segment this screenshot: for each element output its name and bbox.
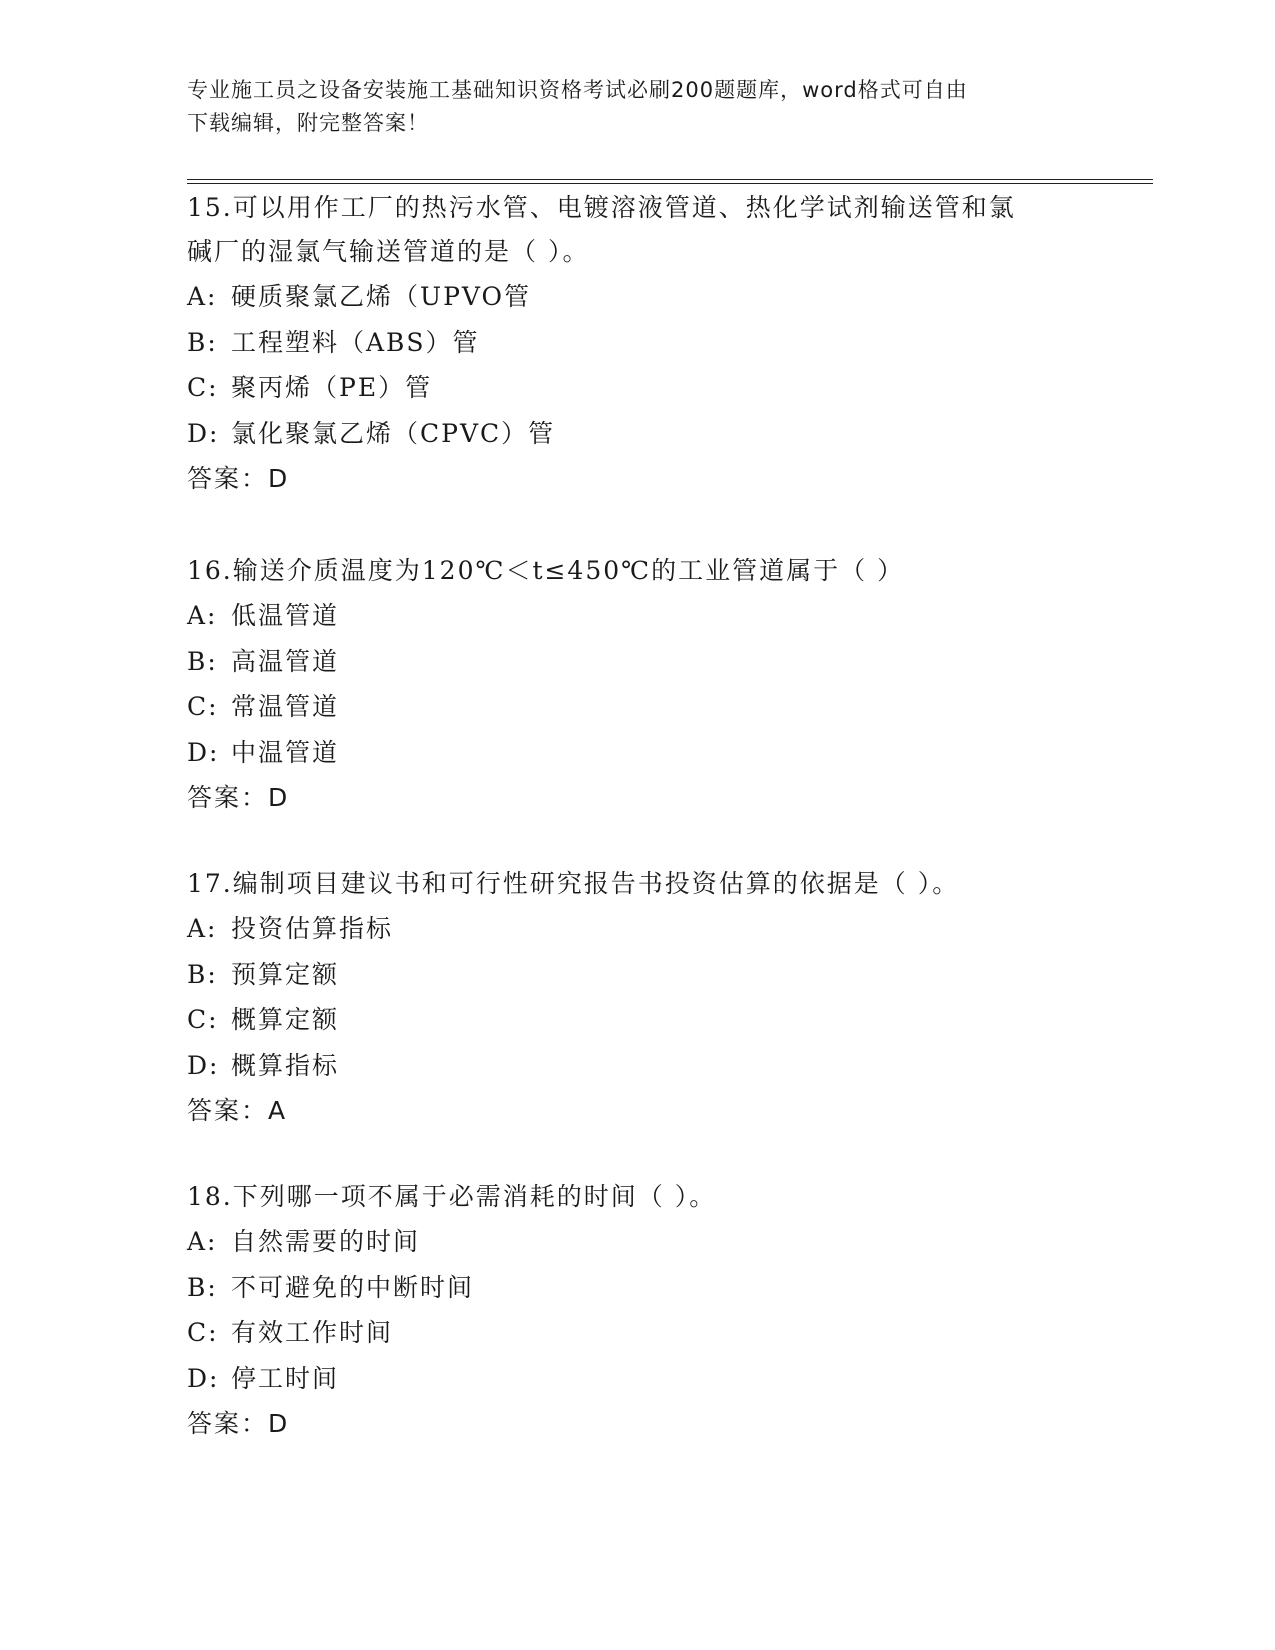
answer: 答案：D [187,1409,290,1438]
question-stem: 16.输送介质温度为120℃＜t≤450℃的工业管道属于（ ） [187,556,905,585]
question-stem: 17.编制项目建议书和可行性研究报告书投资估算的依据是（ ）。 [187,869,960,898]
option-c [187,1310,1087,1356]
option-c [187,684,1087,730]
option-d [187,1356,1087,1402]
option-text: 有效工作时间 [231,1318,394,1347]
option-text: 高温管道 [231,646,340,676]
option-key: C: [187,1005,219,1034]
document-header [187,74,1067,140]
option-text: 预算定额 [231,959,340,989]
option-key: A: [187,914,218,943]
option-d [187,411,1087,457]
question-16 [187,549,1087,821]
option-key: A: [187,601,218,630]
header-line-2: 下载编辑，附完整答案！ [187,111,429,135]
option-a [187,593,1087,639]
option-key: B: [187,1272,218,1302]
option-b [187,639,1087,685]
option-c [187,997,1087,1043]
question-stem: 15.可以用作工厂的热污水管、电镀溶液管道、热化学试剂输送管和氯 [187,193,1016,222]
option-b [187,952,1087,998]
question-stem: 18.下列哪一项不属于必需消耗的时间（ ）。 [187,1182,717,1211]
option-key: A: [187,282,218,311]
option-b [187,1265,1087,1311]
question-18 [187,1175,1087,1447]
header-divider [187,179,1153,184]
option-text: 自然需要的时间 [231,1227,421,1256]
option-key: D: [187,737,220,767]
option-key: C: [187,1318,219,1347]
option-text: 概算定额 [231,1005,340,1034]
option-d [187,1043,1087,1089]
option-a [187,906,1087,952]
option-text: 投资估算指标 [231,914,394,943]
header-line-1: 专业施工员之设备安装施工基础知识资格考试必刷200题题库，word格式可自由 [187,78,968,102]
option-key: B: [187,327,218,357]
option-c [187,365,1087,411]
option-key: D: [187,418,220,448]
option-text: 硬质聚氯乙烯（UPVO管 [231,282,532,311]
answer: 答案：D [187,464,290,493]
option-text: 概算指标 [231,1050,340,1080]
option-key: C: [187,692,219,721]
option-text: 常温管道 [231,692,340,721]
option-key: A: [187,1227,218,1256]
option-a [187,1219,1087,1265]
answer: 答案：D [187,783,290,812]
question-stem-continued: 碱厂的湿氯气输送管道的是（ ）。 [187,237,590,266]
option-text: 工程塑料（ABS）管 [231,327,480,357]
option-text: 停工时间 [231,1363,340,1393]
option-b [187,320,1087,366]
option-d [187,730,1087,776]
option-key: B: [187,646,218,676]
option-key: C: [187,373,219,402]
option-text: 聚丙烯（PE）管 [231,373,433,402]
option-text: 中温管道 [231,737,340,767]
option-text: 氯化聚氯乙烯（CPVC）管 [231,418,556,448]
option-key: B: [187,959,218,989]
option-a [187,274,1087,320]
option-key: D: [187,1050,220,1080]
question-15 [187,186,1087,502]
option-text: 不可避免的中断时间 [231,1272,475,1302]
question-17 [187,862,1087,1134]
answer: 答案：A [187,1096,288,1125]
option-key: D: [187,1363,220,1393]
option-text: 低温管道 [231,601,340,630]
